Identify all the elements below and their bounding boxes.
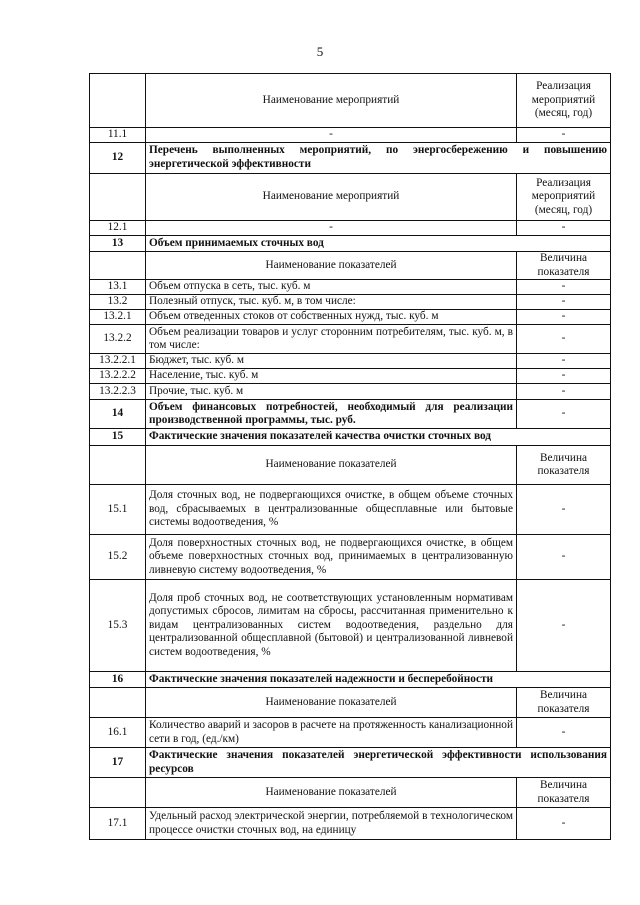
row-value: -: [517, 485, 611, 535]
row-number: 12.1: [90, 221, 146, 236]
row-text: Количество аварий и засоров в расчете на протяженность канализационной сети в год, (ед./км): [146, 718, 517, 748]
row-text: Объем отведенных стоков от собственных нужд, тыс. куб. м: [146, 310, 517, 325]
column-header-row: [90, 688, 611, 718]
column-header-name: Наименование показателей: [146, 446, 517, 485]
column-header-value: Величина показателя: [517, 446, 611, 485]
table-row: [90, 535, 611, 580]
row-number: 11.1: [90, 128, 146, 143]
table-row: [90, 369, 611, 384]
table-row: [90, 128, 611, 143]
table-row: [90, 485, 611, 535]
section-number: 13: [90, 236, 146, 252]
row-number: 17.1: [90, 808, 146, 840]
row-value: -: [517, 580, 611, 672]
row-text: Объем отпуска в сеть, тыс. куб. м: [146, 280, 517, 295]
row-value: -: [517, 310, 611, 325]
table-row: [90, 221, 611, 236]
row-value: -: [517, 808, 611, 840]
program-indicators-table: [89, 73, 611, 840]
row-text: Население, тыс. куб. м: [146, 369, 517, 384]
row-number: 13.2.2.2: [90, 369, 146, 384]
row-text: -: [146, 221, 517, 236]
column-header-name: Наименование мероприятий: [146, 174, 517, 221]
table-row: [90, 808, 611, 840]
row-number: 15.2: [90, 535, 146, 580]
table-row: [90, 280, 611, 295]
empty-cell: [90, 688, 146, 718]
row-number: 13.2.2: [90, 325, 146, 354]
empty-cell: [90, 446, 146, 485]
row-value: -: [517, 354, 611, 369]
row-text: Прочие, тыс. куб. м: [146, 384, 517, 400]
section-row: [90, 672, 611, 688]
column-header-row: [90, 74, 611, 128]
section-title: Фактические значения показателей энергетической эффективности использования ресурсов: [146, 748, 611, 778]
empty-cell: [90, 252, 146, 280]
row-number: 16.1: [90, 718, 146, 748]
row-number: 13.2.2.3: [90, 384, 146, 400]
row-number: 15.1: [90, 485, 146, 535]
row-value: -: [517, 295, 611, 310]
row-text: Полезный отпуск, тыс. куб. м, в том числе:: [146, 295, 517, 310]
column-header-value: Величина показателя: [517, 778, 611, 808]
column-header-value: Реализация мероприятий (месяц, год): [517, 74, 611, 128]
section-row: [90, 236, 611, 252]
row-value: -: [517, 128, 611, 143]
column-header-name: Наименование показателей: [146, 252, 517, 280]
table-row: [90, 384, 611, 400]
table-row: [90, 354, 611, 369]
section-number: 16: [90, 672, 146, 688]
column-header-row: [90, 446, 611, 485]
page-number: 5: [316, 44, 324, 59]
table-row: [90, 400, 611, 429]
row-text: Объем реализации товаров и услуг сторонним потребителям, тыс. куб. м, в том числе:: [146, 325, 517, 354]
empty-cell: [90, 74, 146, 128]
empty-cell: [90, 778, 146, 808]
section-row: [90, 748, 611, 778]
row-text: Доля сточных вод, не подвергающихся очистке, в общем объеме сточных вод, сбрасываемых в централизованные общесплавные или бытовые системы водоотведения, %: [146, 485, 517, 535]
section-row: [90, 429, 611, 446]
row-number: 13.1: [90, 280, 146, 295]
column-header-value: Величина показателя: [517, 252, 611, 280]
column-header-name: Наименование показателей: [146, 778, 517, 808]
row-text: Бюджет, тыс. куб. м: [146, 354, 517, 369]
table-row: [90, 718, 611, 748]
column-header-value: Реализация мероприятий (месяц, год): [517, 174, 611, 221]
table-row: [90, 295, 611, 310]
row-number: 15.3: [90, 580, 146, 672]
column-header-name: Наименование мероприятий: [146, 74, 517, 128]
table-row: [90, 325, 611, 354]
table-row: [90, 580, 611, 672]
row-text: Доля проб сточных вод, не соответствующих установленным нормативам допустимых сбросов, лимитам на сбросы, рассчитанная применительно к видам централизованных систем водоотведения, раздельно для централизованной общесплавной (бытовой) и централизованной ливневой систем водоотведения, %: [146, 580, 517, 672]
row-value: -: [517, 221, 611, 236]
section-title: Перечень выполненных мероприятий, по энергосбережению и повышению энергетической эффективности: [146, 143, 611, 174]
empty-cell: [90, 174, 146, 221]
column-header-value: Величина показателя: [517, 688, 611, 718]
row-text: Доля поверхностных сточных вод, не подвергающихся очистке, в общем объеме поверхностных сточных вод, принимаемых в централизованную ливневую систему водоотведения, %: [146, 535, 517, 580]
row-value: -: [517, 400, 611, 429]
section-number: 17: [90, 748, 146, 778]
section-number: 12: [90, 143, 146, 174]
row-number: 14: [90, 400, 146, 429]
section-number: 15: [90, 429, 146, 446]
section-title: Фактические значения показателей надежности и бесперебойности: [146, 672, 611, 688]
row-value: -: [517, 369, 611, 384]
row-number: 13.2.1: [90, 310, 146, 325]
row-value: -: [517, 535, 611, 580]
section-title: Объем принимаемых сточных вод: [146, 236, 611, 252]
row-value: -: [517, 384, 611, 400]
column-header-row: [90, 778, 611, 808]
row-text: Объем финансовых потребностей, необходимый для реализации производственной программы, тыс. руб.: [146, 400, 517, 429]
row-number: 13.2.2.1: [90, 354, 146, 369]
row-value: -: [517, 280, 611, 295]
row-text: -: [146, 128, 517, 143]
row-number: 13.2: [90, 295, 146, 310]
column-header-row: [90, 252, 611, 280]
row-value: -: [517, 718, 611, 748]
section-title: Фактические значения показателей качества очистки сточных вод: [146, 429, 611, 446]
column-header-name: Наименование показателей: [146, 688, 517, 718]
row-value: -: [517, 325, 611, 354]
row-text: Удельный расход электрической энергии, потребляемой в технологическом процессе очистки сточных вод, на единицу: [146, 808, 517, 840]
column-header-row: [90, 174, 611, 221]
section-row: [90, 143, 611, 174]
table-row: [90, 310, 611, 325]
